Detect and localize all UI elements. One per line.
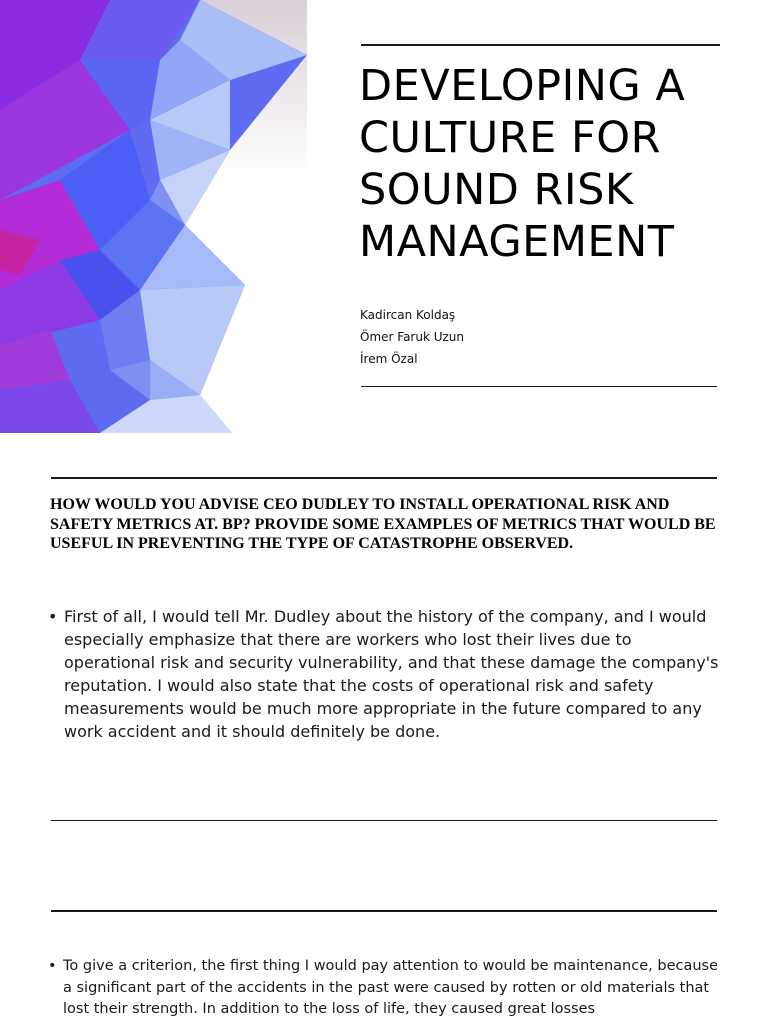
slide2-top-rule: [51, 477, 717, 479]
bullet-marker: •: [48, 958, 57, 974]
author-name: İrem Özal: [360, 352, 418, 366]
title-bottom-rule: [361, 386, 717, 387]
author-name: Ömer Faruk Uzun: [360, 330, 465, 344]
geometric-polygon-artwork: [0, 0, 307, 433]
author-name: Kadircan Koldaş: [360, 308, 456, 322]
slide-title: DEVELOPING A CULTURE FOR SOUND RISK MANAGEMENT: [359, 61, 686, 267]
bullet-paragraph: [48, 956, 720, 1021]
slide2-bottom-rule: [51, 820, 717, 821]
question-heading: HOW WOULD YOU ADVISE CEO DUDLEY TO INSTALL OPERATIONAL RISK AND SAFETY METRICS AT. BP? PROVIDE SOME EXAMPLES OF METRICS THAT WOULD BE USEFUL IN PREVENTING THE TYPE OF CATASTROPHE OBSERVED.: [50, 496, 716, 552]
bullet-paragraph: [48, 605, 720, 743]
bullet-marker: •: [48, 607, 58, 626]
bullet-text: First of all, I would tell Mr. Dudley about the history of the company, and I would especially emphasize that there are workers who lost their lives due to operational risk and security vulnerability, and that these damage the company's reputation. I would also state that the costs of operational risk and safety measurements would be much more appropriate in the future compared to any work accident and it should definitely be done.: [64, 607, 719, 741]
bullet-text: To give a criterion, the first thing I would pay attention to would be maintenance, because a significant part of the accidents in the past were caused by rotten or old materials that lost their strength. In addition to the loss of life, they caused great losses: [63, 958, 719, 1017]
slide3-top-rule: [51, 910, 717, 912]
author-list: [360, 304, 464, 370]
title-top-rule: [361, 44, 720, 46]
